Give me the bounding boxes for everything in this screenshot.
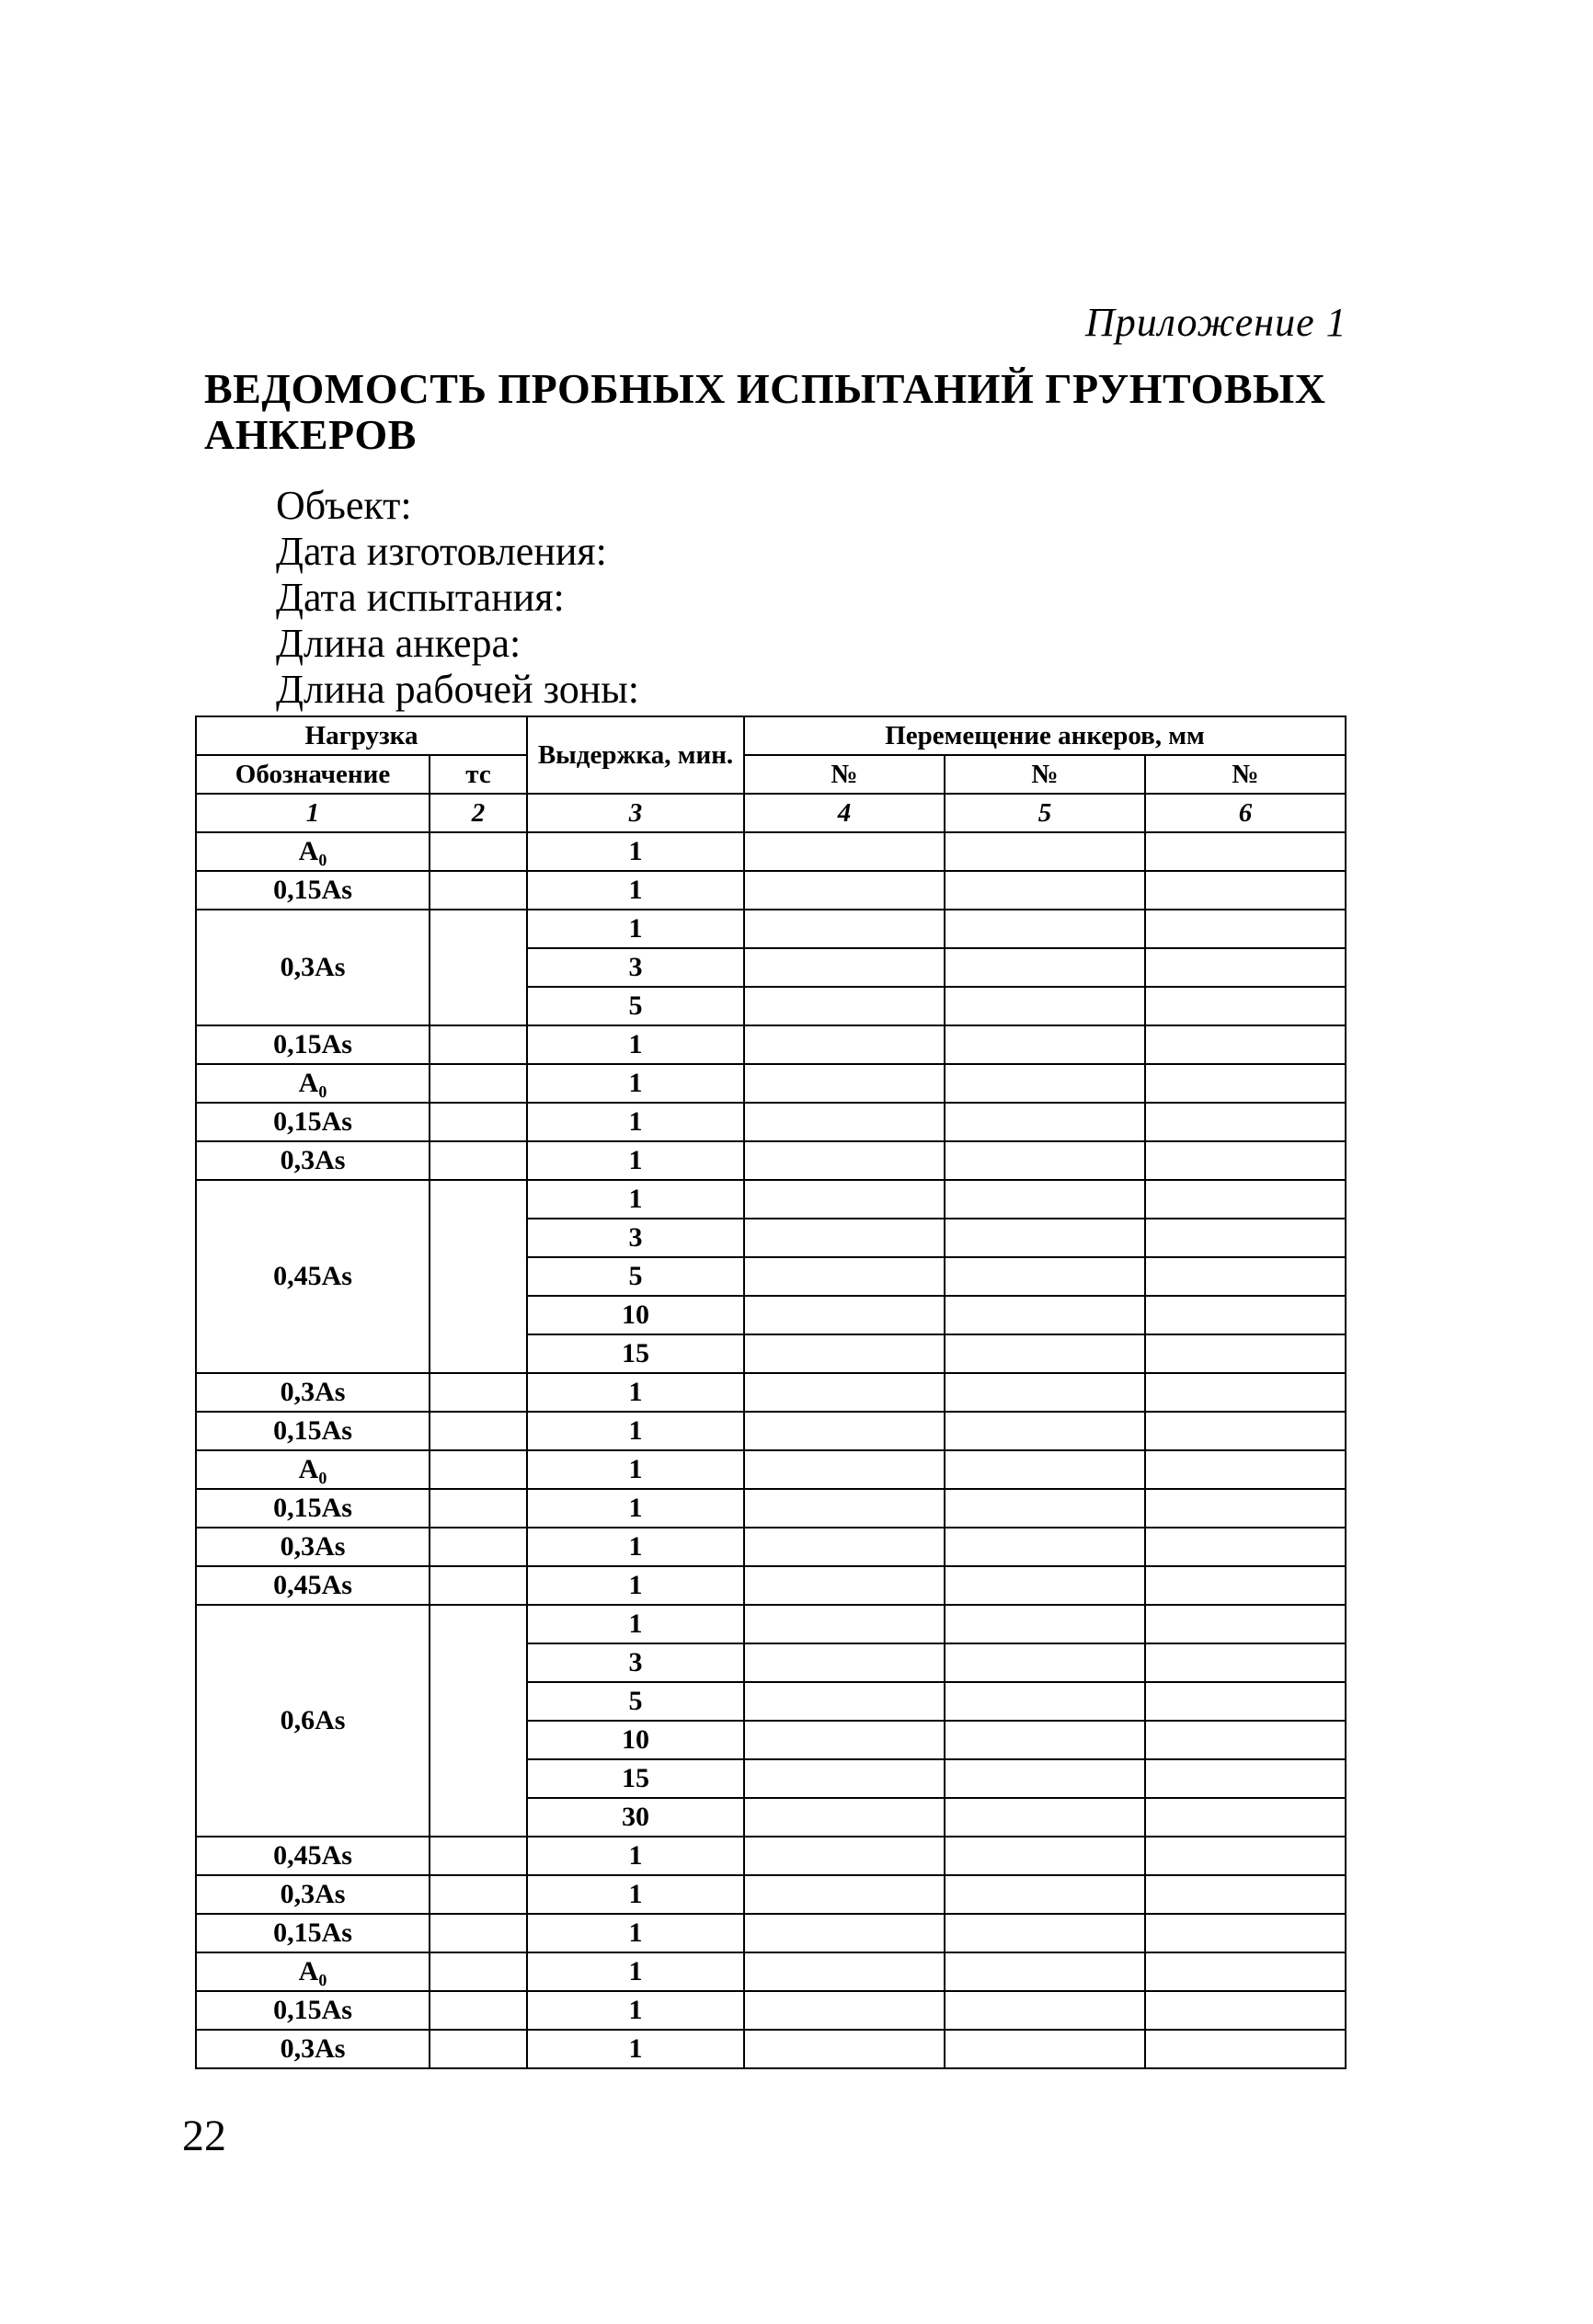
load-tc-cell <box>430 1025 527 1064</box>
table-row <box>196 2030 1346 2068</box>
displacement-cell-3 <box>1145 1025 1346 1064</box>
load-tc-cell <box>430 910 527 1025</box>
displacement-cell-3 <box>1145 1450 1346 1489</box>
load-designation-cell: 0,45As <box>196 1566 430 1605</box>
displacement-cell-3 <box>1145 1566 1346 1605</box>
hold-time-cell: 1 <box>527 1180 744 1219</box>
displacement-cell-3 <box>1145 910 1346 948</box>
table-row <box>196 1103 1346 1141</box>
load-designation-cell: 0,45As <box>196 1837 430 1875</box>
load-tc-cell <box>430 1952 527 1991</box>
load-designation-cell: 0,15As <box>196 1991 430 2030</box>
displacement-cell-1 <box>744 1566 945 1605</box>
displacement-cell-1 <box>744 1064 945 1103</box>
displacement-cell-3 <box>1145 1180 1346 1219</box>
displacement-cell-2 <box>945 1643 1145 1682</box>
header-displacement: Перемещение анкеров, мм <box>744 716 1346 755</box>
displacement-cell-2 <box>945 1219 1145 1257</box>
table-row <box>196 1875 1346 1914</box>
displacement-cell-3 <box>1145 1682 1346 1721</box>
table-row <box>196 1064 1346 1103</box>
displacement-cell-2 <box>945 1528 1145 1566</box>
load-tc-cell <box>430 1528 527 1566</box>
header-anchor-no-1: № <box>744 755 945 794</box>
column-number: 4 <box>744 794 945 832</box>
field-manufacture-date: Дата изготовления: <box>276 529 607 574</box>
displacement-cell-1 <box>744 1605 945 1643</box>
displacement-cell-1 <box>744 1180 945 1219</box>
load-tc-cell <box>430 1180 527 1373</box>
table-row <box>196 1528 1346 1566</box>
displacement-cell-1 <box>744 1952 945 1991</box>
displacement-cell-1 <box>744 1991 945 2030</box>
displacement-cell-2 <box>945 1296 1145 1334</box>
hold-time-cell: 1 <box>527 1373 744 1412</box>
hold-time-cell: 1 <box>527 1875 744 1914</box>
header-anchor-no-2: № <box>945 755 1145 794</box>
displacement-cell-1 <box>744 1643 945 1682</box>
test-record-table <box>195 716 1347 2069</box>
displacement-cell-1 <box>744 1412 945 1450</box>
load-tc-cell <box>430 1605 527 1837</box>
table-row <box>196 1489 1346 1528</box>
displacement-cell-1 <box>744 1296 945 1334</box>
header-designation: Обозначение <box>196 755 430 794</box>
displacement-cell-3 <box>1145 2030 1346 2068</box>
displacement-cell-2 <box>945 1103 1145 1141</box>
load-tc-cell <box>430 1566 527 1605</box>
load-designation-cell: 0,15As <box>196 1103 430 1141</box>
table-row <box>196 1837 1346 1875</box>
load-designation-cell: 0,15As <box>196 1914 430 1952</box>
hold-time-cell: 1 <box>527 1952 744 1991</box>
displacement-cell-1 <box>744 1682 945 1721</box>
displacement-cell-2 <box>945 1991 1145 2030</box>
displacement-cell-3 <box>1145 1141 1346 1180</box>
displacement-cell-3 <box>1145 1064 1346 1103</box>
displacement-cell-1 <box>744 832 945 871</box>
displacement-cell-3 <box>1145 1257 1346 1296</box>
hold-time-cell: 1 <box>527 1566 744 1605</box>
hold-time-cell: 1 <box>527 1141 744 1180</box>
table-row <box>196 1566 1346 1605</box>
load-tc-cell <box>430 1141 527 1180</box>
displacement-cell-3 <box>1145 1489 1346 1528</box>
displacement-cell-2 <box>945 2030 1145 2068</box>
load-designation-cell: 0,15As <box>196 1412 430 1450</box>
load-designation-cell: 0,3As <box>196 1528 430 1566</box>
displacement-cell-1 <box>744 1025 945 1064</box>
load-designation-cell: A₀ <box>196 1952 430 1991</box>
appendix-label: Приложение 1 <box>1085 300 1347 345</box>
displacement-cell-2 <box>945 1180 1145 1219</box>
displacement-cell-2 <box>945 1025 1145 1064</box>
hold-time-cell: 5 <box>527 987 744 1025</box>
table-row <box>196 1141 1346 1180</box>
load-designation-cell: 0,3As <box>196 2030 430 2068</box>
field-object: Объект: <box>276 483 412 528</box>
displacement-cell-3 <box>1145 1528 1346 1566</box>
load-designation-cell: A₀ <box>196 832 430 871</box>
displacement-cell-2 <box>945 1412 1145 1450</box>
displacement-cell-3 <box>1145 1914 1346 1952</box>
displacement-cell-2 <box>945 871 1145 910</box>
load-designation-cell: 0,15As <box>196 1025 430 1064</box>
displacement-cell-3 <box>1145 1643 1346 1682</box>
load-tc-cell <box>430 1991 527 2030</box>
table-row <box>196 1952 1346 1991</box>
table-row <box>196 1914 1346 1952</box>
load-tc-cell <box>430 871 527 910</box>
displacement-cell-3 <box>1145 948 1346 987</box>
displacement-cell-1 <box>744 948 945 987</box>
load-designation-cell: 0,6As <box>196 1605 430 1837</box>
document-title: ВЕДОМОСТЬ ПРОБНЫХ ИСПЫТАНИЙ ГРУНТОВЫХ АНКЕРОВ <box>204 365 1326 458</box>
displacement-cell-2 <box>945 948 1145 987</box>
displacement-cell-1 <box>744 987 945 1025</box>
displacement-cell-3 <box>1145 1759 1346 1798</box>
displacement-cell-2 <box>945 1450 1145 1489</box>
displacement-cell-3 <box>1145 1103 1346 1141</box>
hold-time-cell: 3 <box>527 1643 744 1682</box>
load-tc-cell <box>430 1103 527 1141</box>
header-fields <box>276 483 639 713</box>
load-tc-cell <box>430 1875 527 1914</box>
hold-time-cell: 3 <box>527 948 744 987</box>
hold-time-cell: 1 <box>527 1528 744 1566</box>
displacement-cell-1 <box>744 1373 945 1412</box>
load-designation-cell: A₀ <box>196 1450 430 1489</box>
displacement-cell-3 <box>1145 1334 1346 1373</box>
displacement-cell-1 <box>744 1914 945 1952</box>
displacement-cell-2 <box>945 1721 1145 1759</box>
header-tc: тс <box>430 755 527 794</box>
hold-time-cell: 1 <box>527 2030 744 2068</box>
displacement-cell-3 <box>1145 1837 1346 1875</box>
displacement-cell-1 <box>744 1141 945 1180</box>
load-designation-cell: 0,3As <box>196 910 430 1025</box>
load-tc-cell <box>430 1837 527 1875</box>
load-tc-cell <box>430 1489 527 1528</box>
hold-time-cell: 15 <box>527 1759 744 1798</box>
hold-time-cell: 1 <box>527 1412 744 1450</box>
displacement-cell-2 <box>945 1373 1145 1412</box>
displacement-cell-3 <box>1145 1952 1346 1991</box>
displacement-cell-1 <box>744 1721 945 1759</box>
hold-time-cell: 5 <box>527 1682 744 1721</box>
table-row <box>196 910 1346 948</box>
displacement-cell-2 <box>945 1952 1145 1991</box>
table-row <box>196 871 1346 910</box>
load-tc-cell <box>430 1450 527 1489</box>
header-anchor-no-3: № <box>1145 755 1346 794</box>
load-tc-cell <box>430 832 527 871</box>
displacement-cell-2 <box>945 832 1145 871</box>
header-load: Нагрузка <box>196 716 527 755</box>
displacement-cell-3 <box>1145 1219 1346 1257</box>
displacement-cell-2 <box>945 1875 1145 1914</box>
displacement-cell-3 <box>1145 1991 1346 2030</box>
header-row-1 <box>196 716 1346 755</box>
displacement-cell-1 <box>744 1103 945 1141</box>
load-designation-cell: 0,3As <box>196 1373 430 1412</box>
hold-time-cell: 1 <box>527 1103 744 1141</box>
hold-time-cell: 1 <box>527 1914 744 1952</box>
displacement-cell-2 <box>945 987 1145 1025</box>
displacement-cell-2 <box>945 1257 1145 1296</box>
hold-time-cell: 1 <box>527 871 744 910</box>
displacement-cell-1 <box>744 1334 945 1373</box>
column-number: 1 <box>196 794 430 832</box>
field-working-zone-length: Длина рабочей зоны: <box>276 667 640 712</box>
header-hold-time: Выдержка, мин. <box>527 716 744 794</box>
load-tc-cell <box>430 1373 527 1412</box>
table-row <box>196 1373 1346 1412</box>
displacement-cell-2 <box>945 910 1145 948</box>
displacement-cell-2 <box>945 1141 1145 1180</box>
displacement-cell-2 <box>945 1334 1145 1373</box>
displacement-cell-3 <box>1145 1412 1346 1450</box>
load-tc-cell <box>430 1914 527 1952</box>
table-row <box>196 1605 1346 1643</box>
load-designation-cell: 0,45As <box>196 1180 430 1373</box>
displacement-cell-2 <box>945 1682 1145 1721</box>
displacement-cell-1 <box>744 1759 945 1798</box>
displacement-cell-1 <box>744 2030 945 2068</box>
hold-time-cell: 1 <box>527 1605 744 1643</box>
table-row <box>196 1025 1346 1064</box>
hold-time-cell: 1 <box>527 1991 744 2030</box>
displacement-cell-3 <box>1145 1605 1346 1643</box>
column-number: 2 <box>430 794 527 832</box>
column-number-row <box>196 794 1346 832</box>
hold-time-cell: 1 <box>527 1837 744 1875</box>
displacement-cell-2 <box>945 1566 1145 1605</box>
hold-time-cell: 1 <box>527 1450 744 1489</box>
hold-time-cell: 3 <box>527 1219 744 1257</box>
load-designation-cell: 0,3As <box>196 1141 430 1180</box>
page-number: 22 <box>182 2112 226 2160</box>
displacement-cell-3 <box>1145 1875 1346 1914</box>
load-tc-cell <box>430 2030 527 2068</box>
table-row <box>196 832 1346 871</box>
load-designation-cell: 0,15As <box>196 871 430 910</box>
hold-time-cell: 10 <box>527 1721 744 1759</box>
field-test-date: Дата испытания: <box>276 575 565 620</box>
displacement-cell-1 <box>744 1875 945 1914</box>
displacement-cell-1 <box>744 1528 945 1566</box>
table-row <box>196 1450 1346 1489</box>
table-row <box>196 1412 1346 1450</box>
hold-time-cell: 10 <box>527 1296 744 1334</box>
displacement-cell-3 <box>1145 871 1346 910</box>
displacement-cell-1 <box>744 871 945 910</box>
displacement-cell-1 <box>744 1489 945 1528</box>
load-tc-cell <box>430 1412 527 1450</box>
displacement-cell-2 <box>945 1914 1145 1952</box>
table-row <box>196 1991 1346 2030</box>
hold-time-cell: 30 <box>527 1798 744 1837</box>
displacement-cell-2 <box>945 1837 1145 1875</box>
displacement-cell-1 <box>744 1219 945 1257</box>
load-tc-cell <box>430 1064 527 1103</box>
column-number: 6 <box>1145 794 1346 832</box>
displacement-cell-1 <box>744 1837 945 1875</box>
load-designation-cell: 0,3As <box>196 1875 430 1914</box>
field-anchor-length: Длина анкера: <box>276 621 521 666</box>
displacement-cell-2 <box>945 1759 1145 1798</box>
displacement-cell-3 <box>1145 1373 1346 1412</box>
displacement-cell-3 <box>1145 832 1346 871</box>
displacement-cell-2 <box>945 1798 1145 1837</box>
hold-time-cell: 1 <box>527 910 744 948</box>
displacement-cell-3 <box>1145 1798 1346 1837</box>
displacement-cell-2 <box>945 1605 1145 1643</box>
load-designation-cell: 0,15As <box>196 1489 430 1528</box>
hold-time-cell: 1 <box>527 832 744 871</box>
displacement-cell-1 <box>744 1798 945 1837</box>
header-row-2 <box>196 755 1346 794</box>
displacement-cell-1 <box>744 1257 945 1296</box>
column-number: 5 <box>945 794 1145 832</box>
hold-time-cell: 1 <box>527 1064 744 1103</box>
displacement-cell-3 <box>1145 987 1346 1025</box>
load-designation-cell: A₀ <box>196 1064 430 1103</box>
column-number: 3 <box>527 794 744 832</box>
table-body <box>196 832 1346 2068</box>
displacement-cell-3 <box>1145 1721 1346 1759</box>
table-row <box>196 1180 1346 1219</box>
displacement-cell-1 <box>744 910 945 948</box>
displacement-cell-3 <box>1145 1296 1346 1334</box>
hold-time-cell: 15 <box>527 1334 744 1373</box>
displacement-cell-2 <box>945 1064 1145 1103</box>
hold-time-cell: 5 <box>527 1257 744 1296</box>
hold-time-cell: 1 <box>527 1025 744 1064</box>
displacement-cell-2 <box>945 1489 1145 1528</box>
displacement-cell-1 <box>744 1450 945 1489</box>
hold-time-cell: 1 <box>527 1489 744 1528</box>
